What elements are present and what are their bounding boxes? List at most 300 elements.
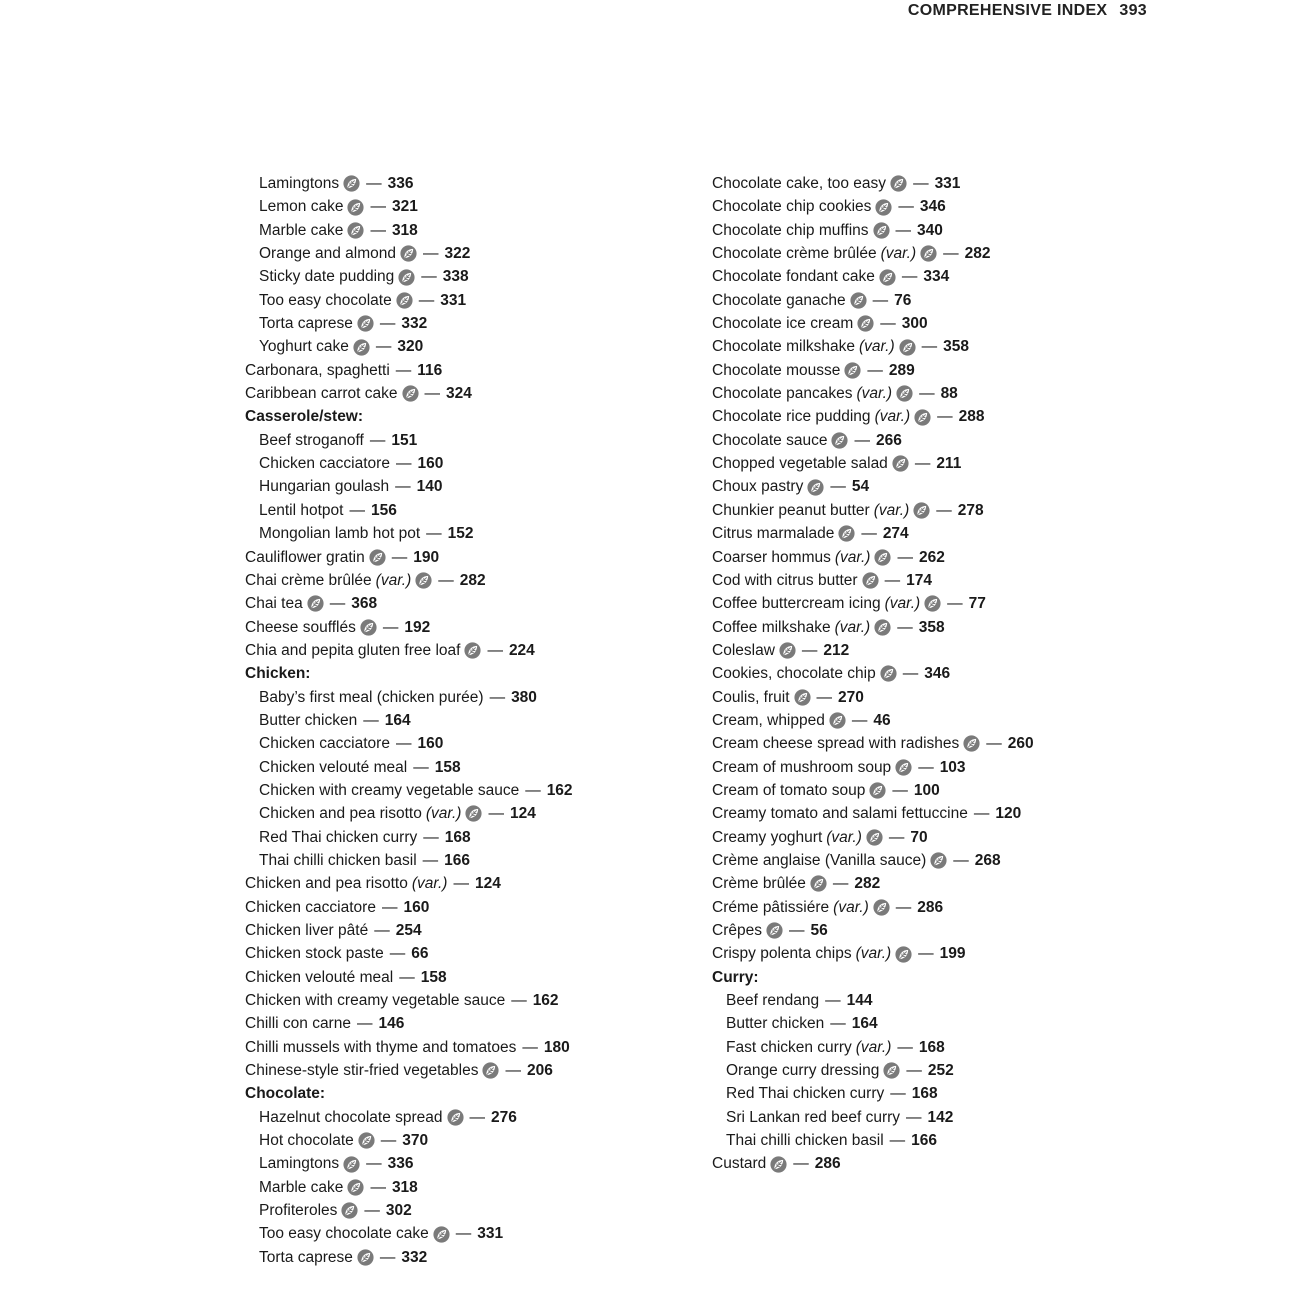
page-ref: 168 <box>911 1085 938 1103</box>
page-ref: 286 <box>814 1155 841 1173</box>
dash-separator: — <box>329 595 346 613</box>
page-ref: 338 <box>442 268 469 286</box>
page-ref: 158 <box>420 968 447 986</box>
entry-title: Cream of tomato soup <box>712 781 866 799</box>
leaf-icon <box>464 642 481 659</box>
page-ref: 168 <box>918 1038 945 1056</box>
entry-title: Sticky date pudding <box>259 268 395 286</box>
entry-title: Chocolate ice cream <box>712 315 854 333</box>
page-ref: 70 <box>910 828 928 846</box>
entry-title: Thai chilli chicken basil <box>259 851 417 869</box>
dash-separator: — <box>438 571 454 589</box>
variation-label: (var.) <box>884 595 921 613</box>
page-ref: 192 <box>404 618 431 636</box>
dash-separator: — <box>832 875 849 893</box>
page-ref: 288 <box>958 408 985 426</box>
entry-title: Cheese soufflés <box>245 618 356 636</box>
page-ref: 331 <box>440 291 467 309</box>
index-entry <box>245 312 685 335</box>
page-ref: 116 <box>417 361 443 379</box>
index-entry <box>712 872 1152 895</box>
page-ref: 368 <box>351 595 378 613</box>
index-entry <box>245 1246 685 1269</box>
entry-title: Chai tea <box>245 595 303 613</box>
leaf-icon <box>400 245 417 262</box>
dash-separator: — <box>453 875 469 893</box>
index-entry <box>712 405 1152 428</box>
index-entry <box>712 826 1152 849</box>
page-ref: 46 <box>873 711 891 729</box>
page-ref: 142 <box>927 1108 954 1126</box>
entry-title: Cream cheese spread with radishes <box>712 735 960 753</box>
entry-title: Crispy polenta chips <box>712 945 852 963</box>
page-ref: 358 <box>918 618 945 636</box>
leaf-icon <box>807 479 824 496</box>
page-ref: 144 <box>846 992 873 1010</box>
leaf-icon <box>873 222 890 239</box>
leaf-icon <box>794 689 811 706</box>
dash-separator: — <box>884 571 901 589</box>
leaf-icon <box>895 946 912 963</box>
index-entry <box>245 1129 685 1152</box>
entry-title: Beef rendang <box>726 992 820 1010</box>
index-entry <box>245 1176 685 1199</box>
leaf-icon <box>307 595 324 612</box>
entry-title: Chocolate ganache <box>712 291 846 309</box>
dash-separator: — <box>455 1225 472 1243</box>
entry-title: Chocolate chip muffins <box>712 221 869 239</box>
index-entry <box>712 686 1152 709</box>
dash-separator: — <box>895 898 912 916</box>
index-entry <box>712 522 1152 545</box>
entry-title: Cream of mushroom soup <box>712 758 892 776</box>
entry-title: Cookies, chocolate chip <box>712 665 876 683</box>
index-entry <box>245 989 685 1012</box>
page-ref: 282 <box>964 245 991 263</box>
entry-title: Lamingtons <box>259 1155 340 1173</box>
dash-separator: — <box>898 198 914 216</box>
page-ref: 262 <box>918 548 945 566</box>
entry-title: Chicken cacciatore <box>245 898 376 916</box>
page-ref: 199 <box>939 945 966 963</box>
index-entry <box>245 872 685 895</box>
dash-separator: — <box>413 758 429 776</box>
variation-label: (var.) <box>834 548 871 566</box>
page-number: 393 <box>1119 2 1147 19</box>
variation-label: (var.) <box>833 898 869 916</box>
leaf-icon <box>341 1202 358 1219</box>
dash-separator: — <box>918 945 934 963</box>
dash-separator: — <box>424 385 440 403</box>
leaf-icon <box>914 409 931 426</box>
entry-title: Chocolate crème brûlée <box>712 245 877 263</box>
index-entry <box>245 382 685 405</box>
variation-label: (var.) <box>826 828 862 846</box>
entry-title: Chicken with creamy vegetable sauce <box>259 781 520 799</box>
page-ref: 289 <box>888 361 915 379</box>
index-entry <box>245 1199 685 1222</box>
leaf-icon <box>880 665 897 682</box>
dash-separator: — <box>380 1132 397 1150</box>
page-ref: 336 <box>387 1155 414 1173</box>
page-ref: 266 <box>875 431 902 449</box>
entry-title: Thai chilli chicken basil <box>726 1132 884 1150</box>
index-entry <box>712 546 1152 569</box>
entry-title: Marble cake <box>259 221 344 239</box>
page-ref: 88 <box>940 385 958 403</box>
entry-title: Chunkier peanut butter <box>712 501 870 519</box>
dash-separator: — <box>902 665 919 683</box>
index-entry <box>245 359 685 382</box>
entry-title: Butter chicken <box>259 711 358 729</box>
page-ref: 160 <box>403 898 430 916</box>
variation-label: (var.) <box>425 805 462 823</box>
page-ref: 224 <box>508 641 535 659</box>
index-entry <box>712 172 1152 195</box>
variation-label: (var.) <box>873 501 910 519</box>
index-entry <box>712 709 1152 732</box>
dash-separator: — <box>897 1038 913 1056</box>
index-entry <box>245 1222 685 1245</box>
entry-title: Coffee milkshake <box>712 618 831 636</box>
index-entry <box>712 1129 1152 1152</box>
page-ref: 370 <box>402 1132 429 1150</box>
index-entry <box>712 732 1152 755</box>
index-entry <box>712 1036 1152 1059</box>
dash-separator: — <box>947 595 963 613</box>
dash-separator: — <box>892 781 908 799</box>
index-entry <box>712 919 1152 942</box>
index-entry <box>245 779 685 802</box>
page-ref: 318 <box>391 1178 418 1196</box>
dash-separator: — <box>423 828 439 846</box>
index-heading <box>245 1082 685 1105</box>
page-ref: 332 <box>401 315 428 333</box>
index-entry <box>245 686 685 709</box>
dash-separator: — <box>973 805 990 823</box>
leaf-icon <box>779 642 796 659</box>
index-entry <box>712 639 1152 662</box>
index-entry <box>245 639 685 662</box>
index-entry <box>245 919 685 942</box>
index-entry <box>245 546 685 569</box>
index-entry <box>245 1106 685 1129</box>
dash-separator: — <box>423 245 439 263</box>
entry-title: Coleslaw <box>712 641 775 659</box>
leaf-icon <box>874 549 891 566</box>
page-ref: 206 <box>526 1062 553 1080</box>
leaf-icon <box>963 735 980 752</box>
index-entry <box>245 896 685 919</box>
dash-separator: — <box>426 525 442 543</box>
entry-title: Lemon cake <box>259 198 344 216</box>
dash-separator: — <box>888 828 905 846</box>
index-entry <box>712 475 1152 498</box>
page-ref: 340 <box>917 221 943 239</box>
index-entry <box>712 429 1152 452</box>
header-title: COMPREHENSIVE INDEX <box>907 2 1108 19</box>
index-entry <box>712 359 1152 382</box>
index-entry <box>712 849 1152 872</box>
page-ref: 160 <box>417 455 444 473</box>
entry-title: Chicken cacciatore <box>259 735 390 753</box>
leaf-icon <box>896 385 913 402</box>
entry-title: Cauliflower gratin <box>245 548 365 566</box>
leaf-icon <box>770 1156 787 1173</box>
entry-title: Citrus marmalade <box>712 525 835 543</box>
dash-separator: — <box>395 735 412 753</box>
entry-title: Lamingtons <box>259 175 340 192</box>
page-ref: 282 <box>459 571 486 589</box>
entry-title: Torta caprese <box>259 315 353 333</box>
entry-title: Caribbean carrot cake <box>245 385 398 403</box>
leaf-icon <box>357 315 374 332</box>
index-entry <box>712 756 1152 779</box>
leaf-icon <box>883 1062 900 1079</box>
entry-title: Torta caprese <box>259 1248 353 1266</box>
index-entry <box>245 849 685 872</box>
leaf-icon <box>857 315 874 332</box>
page-ref: 252 <box>927 1062 954 1080</box>
index-entry <box>245 709 685 732</box>
dash-separator: — <box>421 268 437 286</box>
dash-separator: — <box>872 291 889 309</box>
index-entry <box>712 452 1152 475</box>
leaf-icon <box>353 339 370 356</box>
leaf-icon <box>347 1179 364 1196</box>
entry-title: Cream, whipped <box>712 711 825 729</box>
entry-title: Creamy tomato and salami fettuccine <box>712 805 968 823</box>
entry-title: Chocolate mousse <box>712 361 841 379</box>
page-ref: 120 <box>995 805 1022 823</box>
page-ref: 190 <box>413 548 440 566</box>
leaf-icon <box>862 572 879 589</box>
dash-separator: — <box>919 385 935 403</box>
dash-separator: — <box>921 338 938 356</box>
index-entry <box>712 569 1152 592</box>
index-entry <box>245 335 685 358</box>
entry-title: Chai crème brûlée <box>245 571 372 589</box>
entry-title: Chilli mussels with thyme and tomatoes <box>245 1038 517 1056</box>
running-header <box>908 2 1147 20</box>
dash-separator: — <box>986 735 1002 753</box>
index-entry <box>712 242 1152 265</box>
index-entry <box>712 265 1152 288</box>
dash-separator: — <box>861 525 877 543</box>
page-ref: 336 <box>387 175 414 192</box>
dash-separator: — <box>349 501 365 519</box>
entry-title: Crème brûlée <box>712 875 806 893</box>
dash-separator: — <box>375 338 392 356</box>
leaf-icon <box>831 432 848 449</box>
entry-title: Mongolian lamb hot pot <box>259 525 421 543</box>
page-ref: 282 <box>854 875 881 893</box>
index-entry <box>245 172 685 195</box>
index-entry <box>712 942 1152 965</box>
page-ref: 211 <box>936 455 962 473</box>
page-ref: 66 <box>411 945 429 963</box>
page-ref: 174 <box>906 571 932 589</box>
index-entry <box>712 219 1152 242</box>
leaf-icon <box>347 222 364 239</box>
entry-title: Chicken cacciatore <box>259 455 390 473</box>
dash-separator: — <box>897 548 913 566</box>
index-entry <box>712 802 1152 825</box>
entry-title: Fast chicken curry <box>726 1038 852 1056</box>
page-ref: 320 <box>397 338 424 356</box>
dash-separator: — <box>370 221 386 239</box>
entry-title: Chocolate fondant cake <box>712 268 875 286</box>
page-ref: 140 <box>416 478 443 496</box>
variation-label: (var.) <box>859 338 895 356</box>
leaf-icon <box>866 829 883 846</box>
dash-separator: — <box>851 711 868 729</box>
leaf-icon <box>869 782 886 799</box>
entry-title: Chopped vegetable salad <box>712 455 888 473</box>
leaf-icon <box>402 385 419 402</box>
entry-title: Chocolate chip cookies <box>712 198 872 216</box>
page-ref: 76 <box>894 291 912 309</box>
leaf-icon <box>874 619 891 636</box>
entry-title: Baby’s first meal (chicken purée) <box>259 688 484 706</box>
dash-separator: — <box>943 245 959 263</box>
index-entry <box>712 1012 1152 1035</box>
entry-title: Hazelnut chocolate spread <box>259 1108 443 1126</box>
index-entry <box>245 802 685 825</box>
dash-separator: — <box>890 1085 906 1103</box>
page-ref: 124 <box>474 875 501 893</box>
dash-separator: — <box>937 408 953 426</box>
leaf-icon <box>838 525 855 542</box>
index-entry <box>245 219 685 242</box>
variation-label: (var.) <box>856 385 893 403</box>
variation-label: (var.) <box>855 945 892 963</box>
dash-separator: — <box>895 221 912 239</box>
index-entry <box>712 289 1152 312</box>
page-ref: 100 <box>913 781 940 799</box>
dash-separator: — <box>379 1248 396 1266</box>
dash-separator: — <box>382 618 399 636</box>
page-ref: 180 <box>543 1038 570 1056</box>
dash-separator: — <box>395 361 412 379</box>
entry-title: Curry: <box>712 968 759 986</box>
dash-separator: — <box>793 1155 809 1173</box>
entry-title: Profiteroles <box>259 1202 338 1220</box>
index-entry <box>245 756 685 779</box>
entry-title: Chicken velouté meal <box>259 758 408 776</box>
dash-separator: — <box>422 851 439 869</box>
page-ref: 156 <box>370 501 397 519</box>
index-entry <box>245 592 685 615</box>
index-entry <box>712 616 1152 639</box>
dash-separator: — <box>505 1062 521 1080</box>
entry-title: Red Thai chicken curry <box>259 828 418 846</box>
index-entry <box>245 1012 685 1035</box>
page-ref: 260 <box>1007 735 1034 753</box>
entry-title: Chicken stock paste <box>245 945 384 963</box>
page-ref: 124 <box>509 805 536 823</box>
page-ref: 331 <box>477 1225 504 1243</box>
entry-title: Coffee buttercream icing <box>712 595 881 613</box>
dash-separator: — <box>801 641 818 659</box>
entry-title: Lentil hotpot <box>259 501 344 519</box>
dash-separator: — <box>788 922 805 939</box>
entry-title: Crème anglaise (Vanilla sauce) <box>712 851 927 869</box>
dash-separator: — <box>379 315 396 333</box>
page-ref: 166 <box>911 1132 938 1150</box>
entry-title: Chicken: <box>245 665 311 683</box>
index-entry <box>245 452 685 475</box>
index-entry <box>712 896 1152 919</box>
entry-title: Carbonara, spaghetti <box>245 361 390 379</box>
entry-title: Chocolate milkshake <box>712 338 856 356</box>
leaf-icon <box>343 1156 360 1173</box>
dash-separator: — <box>395 478 411 496</box>
entry-title: Chocolate pancakes <box>712 385 853 403</box>
dash-separator: — <box>901 268 918 286</box>
index-heading <box>245 662 685 685</box>
dash-separator: — <box>825 992 841 1010</box>
entry-title: Hot chocolate <box>259 1132 354 1150</box>
leaf-icon <box>357 1249 374 1266</box>
leaf-icon <box>890 175 907 192</box>
entry-title: Sri Lankan red beef curry <box>726 1108 901 1126</box>
dash-separator: — <box>889 1132 906 1150</box>
entry-title: Chilli con carne <box>245 1015 351 1033</box>
index-entry <box>245 289 685 312</box>
page-ref: 268 <box>974 851 1001 869</box>
index-entry <box>712 499 1152 522</box>
dash-separator: — <box>374 922 390 939</box>
leaf-icon <box>396 292 413 309</box>
index-entry <box>245 265 685 288</box>
index-entry <box>712 592 1152 615</box>
dash-separator: — <box>487 641 503 659</box>
page-ref: 322 <box>444 245 471 263</box>
index-column-left <box>245 172 685 1269</box>
index-entry <box>245 732 685 755</box>
entry-title: Chia and pepita gluten free loaf <box>245 641 461 659</box>
page-ref: 212 <box>823 641 850 659</box>
index-entry <box>245 1036 685 1059</box>
page-ref: 158 <box>434 758 461 776</box>
index-entry <box>712 195 1152 218</box>
leaf-icon <box>873 899 890 916</box>
page-ref: 358 <box>943 338 969 356</box>
dash-separator: — <box>418 291 435 309</box>
dash-separator: — <box>830 478 846 496</box>
dash-separator: — <box>936 501 952 519</box>
leaf-icon <box>433 1226 450 1243</box>
page-ref: 321 <box>391 198 418 216</box>
dash-separator: — <box>854 431 870 449</box>
index-entry <box>245 616 685 639</box>
leaf-icon <box>924 595 941 612</box>
entry-title: Créme pâtissiére <box>712 898 830 916</box>
leaf-icon <box>398 269 415 286</box>
dash-separator: — <box>906 1062 922 1080</box>
variation-label: (var.) <box>880 245 917 263</box>
dash-separator: — <box>395 455 412 473</box>
variation-label: (var.) <box>874 408 911 426</box>
dash-separator: — <box>525 781 541 799</box>
page-ref: 278 <box>957 501 984 519</box>
entry-title: Crêpes <box>712 922 762 939</box>
dash-separator: — <box>880 315 896 333</box>
index-heading <box>245 405 685 428</box>
variation-label: (var.) <box>411 875 448 893</box>
dash-separator: — <box>364 1202 380 1220</box>
